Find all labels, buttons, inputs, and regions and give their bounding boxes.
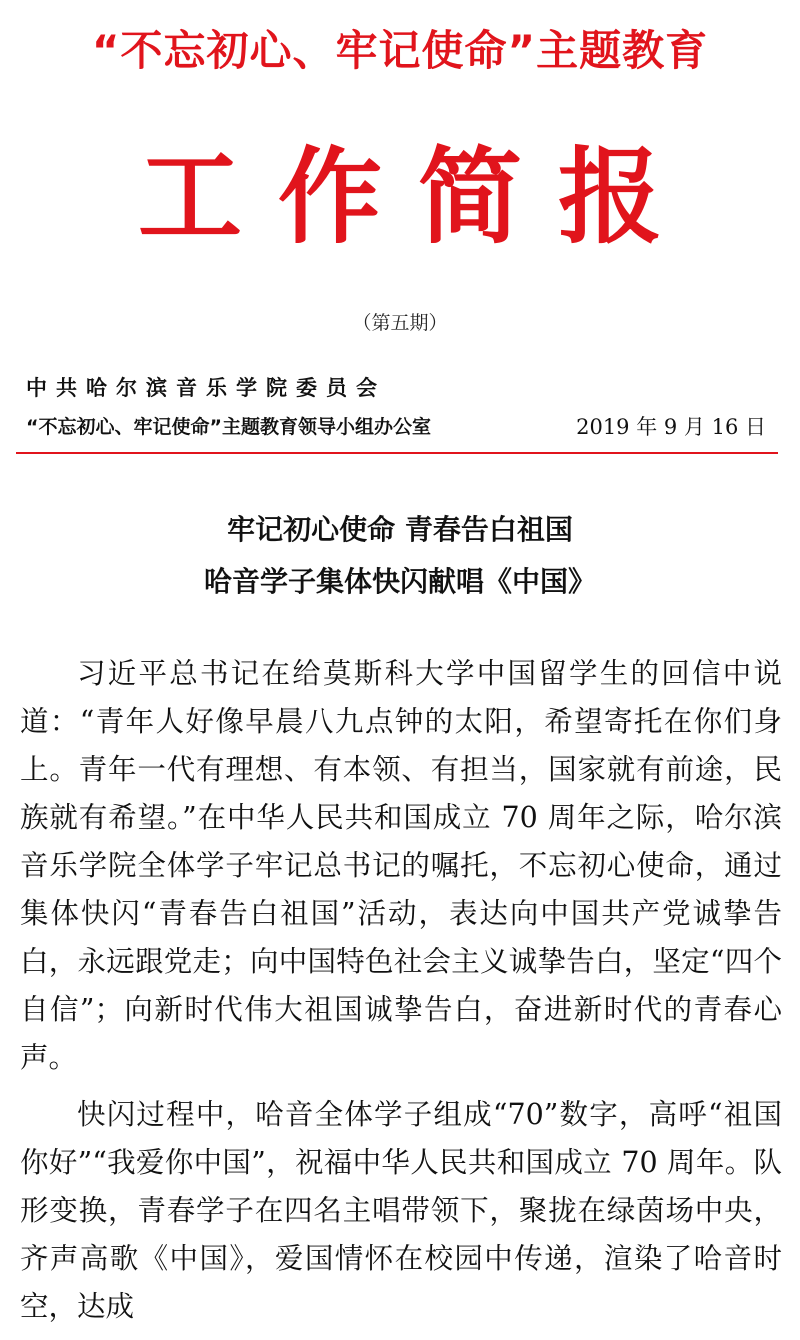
masthead-title: 工作简报	[137, 136, 698, 258]
issuer-office: “不忘初心、牢记使命”主题教育领导小组办公室	[26, 416, 431, 438]
theme-heading: “不忘初心、牢记使命”主题教育	[91, 26, 709, 75]
article-title-line-1: 牢记初心使命 青春告白祖国	[227, 513, 573, 546]
article-body	[20, 650, 782, 1340]
article-title-line-2: 哈音学子集体快闪献唱《中国》	[203, 565, 596, 598]
issuer-organization: 中共哈尔滨音乐学院委员会	[26, 376, 386, 400]
article-title	[0, 504, 800, 608]
article-paragraph: 快闪过程中，哈音全体学子组成“70”数字，高呼“祖国你好”“我爱你中国”，祝福中华人民共和国成立 70 周年。队形变换，青春学子在四名主唱带领下，聚拢在绿茵场中央，齐声高歌《中国》，爱国情怀在校园中传递，渲染了哈音时空，达成	[20, 1098, 782, 1323]
issue-number: （第五期）	[352, 312, 448, 334]
header-divider	[16, 452, 778, 454]
issue-date: 2019 年 9 月 16 日	[576, 415, 766, 439]
article-paragraph: 习近平总书记在给莫斯科大学中国留学生的回信中说道：“青年人好像早晨八九点钟的太阳，希望寄托在你们身上。青年一代有理想、有本领、有担当，国家就有前途，民族就有希望。”在中华人民共和国成立 70 周年之际，哈尔滨音乐学院全体学子牢记总书记的嘱托，不忘初心使命，通过集体快闪“青春告白祖国”活动，表达向中国共产党诚挚告白，永远跟党走；向中国特色社会主义诚挚告白，坚定“四个自信”；向新时代伟大祖国诚挚告白，奋进新时代的青春心声。	[20, 657, 782, 1074]
